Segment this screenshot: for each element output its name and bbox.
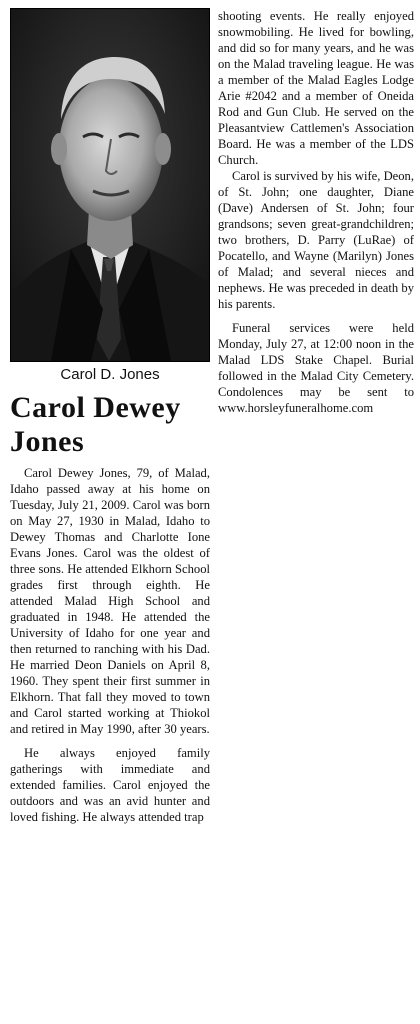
paragraph-funeral: Funeral services were held Monday, July 27, at 12:00 noon in the Malad LDS Stake Chapel. Burial followed in the Malad City Cemetery. Condolences may be sent to www.horsleyfuneralhome.com — [218, 321, 414, 415]
paragraph-biography: Carol Dewey Jones, 79, of Malad, Idaho passed away at his home on Tuesday, July 21, 2009. Carol was born on May 27, 1930 in Malad, Idaho to Dewey Thomas and Charlotte Ione Evans Jones. Carol was the oldest of three sons. He attended Elkhorn School grades first through eighth. He attended Malad High School and graduated in 1948. He attended the University of Idaho for one year and then returned to ranching with his Dad. He married Deon Daniels on April 8, 1960. They spent their first summer in Elkhorn. That fall they moved to town and Carol started working at Thiokol and retired in May 1990, after 30 years. — [10, 466, 210, 736]
right-column — [218, 8, 414, 416]
obituary-headline: Carol Dewey Jones — [10, 391, 181, 458]
paragraph-hobbies: He always enjoyed family gatherings with immediate and extended families. Carol enjoyed the outdoors and was an avid hunter and loved fishing. He always attended trap — [10, 746, 210, 824]
portrait-photo — [10, 8, 210, 362]
paragraph-hobbies-continued: shooting events. He really enjoyed snowmobiling. He lived for bowling, and did so for many years, and he was on the Malad traveling league. He was a member of the Malad Eagles Lodge Arie #2042 and a member of Oneida Rod and Gun Club. He served on the Pleasantview Cattlemen's Association Board. He was a member of the LDS Church. — [218, 9, 414, 167]
left-column — [10, 8, 210, 825]
photo-caption: Carol D. Jones — [60, 366, 160, 383]
paragraph-survivors: Carol is survived by his wife, Deon, of St. John; one daughter, Diane (Dave) Andersen of St. John; four grandsons; seven great-grandchildren; two brothers, D. Parry (LuRae) of Pocatello, and Wayne (Marilyn) Jones of Malad; and several nieces and nephews. He was preceded in death by his parents. — [218, 169, 414, 311]
portrait-illustration — [11, 9, 209, 361]
